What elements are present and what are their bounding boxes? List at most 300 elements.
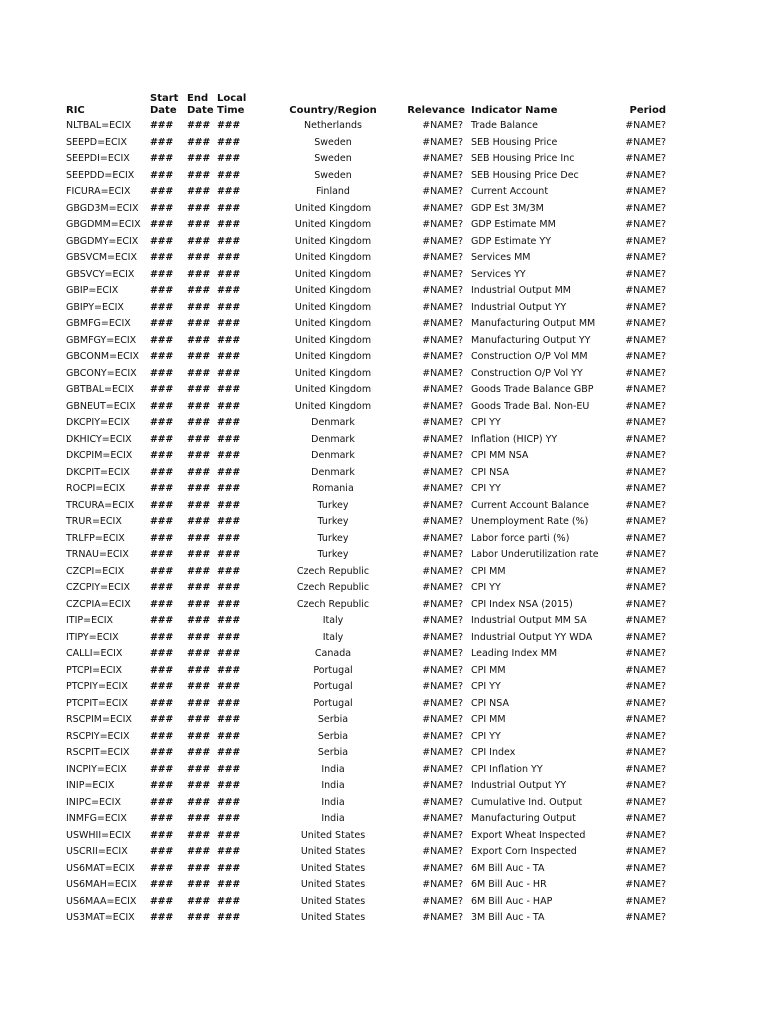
table-row [62, 366, 668, 383]
cell-period: #NAME? [625, 631, 666, 643]
table-row [62, 300, 668, 317]
cell-indicator-name: Services MM [471, 252, 531, 263]
cell-period: #NAME? [625, 565, 666, 577]
cell-indicator-name: Industrial Output MM [471, 285, 571, 296]
cell-period: #NAME? [625, 664, 666, 676]
cell-ric: NLTBAL=ECIX [66, 120, 132, 131]
header-local-time [215, 91, 259, 118]
indicator-table [62, 91, 668, 927]
cell-ric: INCPIY=ECIX [66, 763, 127, 775]
cell-country: Portugal [313, 697, 353, 709]
cell-local-time: ### [217, 252, 240, 263]
cell-indicator-name: Goods Trade Balance GBP [471, 384, 594, 395]
cell-start-date: ### [150, 136, 173, 148]
cell-local-time: ### [217, 318, 240, 329]
cell-start-date: ### [150, 829, 173, 841]
cell-relevance: #NAME? [422, 813, 463, 824]
cell-relevance: #NAME? [422, 417, 463, 428]
cell-relevance: #NAME? [422, 400, 463, 412]
cell-start-date: ### [150, 235, 173, 247]
table-row [62, 217, 668, 234]
cell-ric: CALLI=ECIX [66, 648, 123, 659]
cell-indicator-name: GDP Est 3M/3M [471, 202, 544, 214]
cell-local-time: ### [217, 334, 240, 346]
cell-local-time: ### [217, 648, 240, 659]
cell-end-date: ### [187, 400, 210, 412]
cell-indicator-name: Leading Index MM [471, 648, 558, 659]
cell-end-date: ### [187, 615, 210, 626]
cell-country: United Kingdom [294, 351, 372, 362]
cell-period: #NAME? [625, 466, 666, 478]
table-row [62, 894, 668, 911]
cell-end-date: ### [187, 582, 210, 593]
table-row [62, 778, 668, 795]
cell-start-date: ### [150, 813, 173, 824]
cell-end-date: ### [187, 664, 210, 676]
cell-relevance: #NAME? [422, 235, 463, 247]
cell-end-date: ### [187, 763, 210, 775]
header-period-label: Period [629, 105, 666, 116]
cell-ric: DKCPIT=ECIX [66, 466, 130, 478]
cell-period: #NAME? [625, 813, 666, 824]
header-indicator-label: Indicator Name [471, 105, 558, 116]
table-row [62, 646, 668, 663]
cell-indicator-name: CPI MM [471, 714, 506, 725]
cell-local-time: ### [217, 235, 240, 247]
cell-indicator-name: Services YY [471, 268, 526, 280]
cell-relevance: #NAME? [422, 895, 463, 907]
table-row [62, 910, 668, 927]
cell-relevance: #NAME? [422, 631, 463, 643]
cell-ric: RSCPIM=ECIX [66, 714, 132, 725]
cell-indicator-name: CPI MM [471, 664, 506, 676]
cell-country: United Kingdom [294, 235, 372, 247]
cell-relevance: #NAME? [422, 516, 463, 527]
cell-local-time: ### [217, 813, 240, 824]
cell-country: Finland [316, 186, 350, 197]
cell-country: Portugal [313, 681, 353, 692]
cell-start-date: ### [150, 582, 173, 593]
cell-period: #NAME? [625, 780, 666, 791]
cell-country: Sweden [314, 169, 352, 181]
cell-local-time: ### [217, 384, 240, 395]
cell-local-time: ### [217, 400, 240, 412]
cell-country: United Kingdom [294, 334, 372, 346]
cell-ric: USWHII=ECIX [66, 829, 132, 841]
cell-end-date: ### [187, 351, 210, 362]
cell-end-date: ### [187, 862, 210, 874]
cell-indicator-name: CPI Index NSA (2015) [471, 598, 573, 610]
cell-ric: USCRII=ECIX [66, 846, 128, 857]
cell-local-time: ### [217, 466, 240, 478]
cell-local-time: ### [217, 747, 240, 758]
cell-relevance: #NAME? [422, 796, 463, 808]
table-row [62, 580, 668, 597]
cell-country: Serbia [317, 714, 349, 725]
cell-indicator-name: CPI YY [471, 417, 501, 428]
cell-country: Turkey [317, 516, 349, 527]
cell-local-time: ### [217, 499, 240, 511]
table-row [62, 234, 668, 251]
cell-start-date: ### [150, 334, 173, 346]
cell-country: Turkey [317, 532, 349, 544]
cell-start-date: ### [150, 862, 173, 874]
cell-local-time: ### [217, 862, 240, 874]
cell-end-date: ### [187, 747, 210, 758]
cell-end-date: ### [187, 450, 210, 461]
table-row [62, 531, 668, 548]
cell-end-date: ### [187, 813, 210, 824]
table-row [62, 564, 668, 581]
cell-start-date: ### [150, 499, 173, 511]
cell-local-time: ### [217, 450, 240, 461]
cell-local-time: ### [217, 796, 240, 808]
header-end-line1: End [187, 93, 209, 104]
cell-relevance: #NAME? [422, 483, 463, 494]
cell-relevance: #NAME? [422, 351, 463, 362]
cell-local-time: ### [217, 219, 240, 230]
cell-indicator-name: CPI MM [471, 565, 506, 577]
cell-end-date: ### [187, 631, 210, 643]
cell-indicator-name: Current Account Balance [471, 499, 589, 511]
cell-start-date: ### [150, 466, 173, 478]
cell-start-date: ### [150, 400, 173, 412]
table-row [62, 547, 668, 564]
cell-ric: TRCURA=ECIX [66, 499, 135, 511]
cell-end-date: ### [187, 879, 210, 890]
cell-ric: ITIPY=ECIX [66, 631, 119, 643]
cell-period: #NAME? [625, 450, 666, 461]
cell-ric: PTCPI=ECIX [66, 664, 123, 676]
cell-indicator-name: GDP Estimate YY [471, 235, 552, 247]
cell-start-date: ### [150, 186, 173, 197]
table-header [62, 91, 668, 118]
cell-country: Czech Republic [296, 598, 370, 610]
table-row [62, 283, 668, 300]
cell-local-time: ### [217, 598, 240, 610]
cell-country: Canada [314, 648, 352, 659]
header-country [259, 91, 405, 118]
cell-ric: GBGD3M=ECIX [66, 202, 139, 214]
table-body [62, 118, 668, 927]
cell-local-time: ### [217, 730, 240, 742]
cell-local-time: ### [217, 565, 240, 577]
cell-period: #NAME? [625, 400, 666, 412]
header-start-line2: Date [150, 105, 177, 116]
cell-end-date: ### [187, 549, 210, 560]
cell-ric: RSCPIY=ECIX [66, 730, 130, 742]
cell-period: #NAME? [625, 285, 666, 296]
cell-start-date: ### [150, 301, 173, 313]
cell-end-date: ### [187, 466, 210, 478]
cell-relevance: #NAME? [422, 747, 463, 758]
cell-country: Sweden [314, 153, 352, 164]
cell-ric: SEEPDD=ECIX [66, 169, 135, 181]
cell-start-date: ### [150, 268, 173, 280]
cell-local-time: ### [217, 879, 240, 890]
table-row [62, 135, 668, 152]
cell-ric: GBCONY=ECIX [66, 367, 137, 379]
cell-local-time: ### [217, 268, 240, 280]
cell-period: #NAME? [625, 829, 666, 841]
cell-start-date: ### [150, 763, 173, 775]
cell-end-date: ### [187, 730, 210, 742]
cell-relevance: #NAME? [422, 318, 463, 329]
cell-relevance: #NAME? [422, 582, 463, 593]
cell-local-time: ### [217, 136, 240, 148]
cell-local-time: ### [217, 483, 240, 494]
cell-end-date: ### [187, 334, 210, 346]
cell-ric: INIP=ECIX [66, 780, 115, 791]
cell-country: Italy [322, 615, 344, 626]
cell-period: #NAME? [625, 136, 666, 148]
table-row [62, 201, 668, 218]
cell-country: Italy [322, 631, 344, 643]
cell-end-date: ### [187, 697, 210, 709]
cell-country: Denmark [311, 433, 355, 445]
cell-ric: TRNAU=ECIX [66, 549, 129, 560]
cell-relevance: #NAME? [422, 730, 463, 742]
cell-start-date: ### [150, 169, 173, 181]
cell-start-date: ### [150, 433, 173, 445]
header-local-line1: Local [217, 93, 247, 104]
cell-end-date: ### [187, 120, 210, 131]
cell-relevance: #NAME? [422, 615, 463, 626]
cell-start-date: ### [150, 549, 173, 560]
header-end-date [185, 91, 215, 118]
cell-indicator-name: Construction O/P Vol YY [471, 367, 583, 379]
cell-local-time: ### [217, 664, 240, 676]
cell-period: #NAME? [625, 252, 666, 263]
cell-indicator-name: Manufacturing Output MM [471, 318, 596, 329]
cell-country: United Kingdom [294, 400, 372, 412]
cell-period: #NAME? [625, 417, 666, 428]
cell-ric: US6MAA=ECIX [66, 895, 137, 907]
cell-start-date: ### [150, 648, 173, 659]
cell-local-time: ### [217, 780, 240, 791]
cell-relevance: #NAME? [422, 433, 463, 445]
cell-country: Denmark [311, 466, 355, 478]
cell-end-date: ### [187, 136, 210, 148]
cell-start-date: ### [150, 417, 173, 428]
table-row [62, 151, 668, 168]
cell-indicator-name: Current Account [471, 186, 549, 197]
cell-local-time: ### [217, 301, 240, 313]
cell-end-date: ### [187, 252, 210, 263]
table-row [62, 432, 668, 449]
cell-period: #NAME? [625, 169, 666, 181]
cell-start-date: ### [150, 714, 173, 725]
cell-relevance: #NAME? [422, 252, 463, 263]
cell-country: Czech Republic [296, 582, 370, 593]
cell-local-time: ### [217, 367, 240, 379]
table-row [62, 630, 668, 647]
cell-start-date: ### [150, 846, 173, 857]
cell-ric: GBSVCY=ECIX [66, 268, 135, 280]
cell-period: #NAME? [625, 384, 666, 395]
cell-end-date: ### [187, 912, 210, 923]
cell-indicator-name: CPI YY [471, 483, 501, 494]
cell-ric: INMFG=ECIX [66, 813, 127, 824]
cell-end-date: ### [187, 219, 210, 230]
cell-period: #NAME? [625, 714, 666, 725]
cell-country: United Kingdom [294, 219, 372, 230]
cell-country: Czech Republic [296, 565, 370, 577]
cell-indicator-name: 3M Bill Auc - TA [471, 912, 545, 923]
cell-ric: GBSVCM=ECIX [66, 252, 137, 263]
cell-local-time: ### [217, 549, 240, 560]
cell-end-date: ### [187, 202, 210, 214]
cell-local-time: ### [217, 846, 240, 857]
cell-end-date: ### [187, 895, 210, 907]
cell-start-date: ### [150, 483, 173, 494]
cell-start-date: ### [150, 697, 173, 709]
cell-end-date: ### [187, 367, 210, 379]
cell-local-time: ### [217, 186, 240, 197]
table-row [62, 679, 668, 696]
cell-start-date: ### [150, 516, 173, 527]
cell-local-time: ### [217, 697, 240, 709]
table-row [62, 415, 668, 432]
table-row [62, 481, 668, 498]
header-start-line1: Start [150, 93, 179, 104]
cell-local-time: ### [217, 516, 240, 527]
cell-ric: GBIPY=ECIX [66, 301, 124, 313]
cell-relevance: #NAME? [422, 301, 463, 313]
cell-start-date: ### [150, 681, 173, 692]
cell-start-date: ### [150, 730, 173, 742]
cell-relevance: #NAME? [422, 648, 463, 659]
header-relevance-label: Relevance [407, 105, 465, 116]
cell-country: United Kingdom [294, 301, 372, 313]
cell-country: Turkey [317, 549, 349, 560]
cell-ric: DKCPIY=ECIX [66, 417, 130, 428]
header-local-line2: Time [217, 105, 245, 116]
cell-period: #NAME? [625, 763, 666, 775]
cell-period: #NAME? [625, 747, 666, 758]
header-country-label: Country/Region [289, 105, 377, 116]
cell-country: United Kingdom [294, 367, 372, 379]
cell-relevance: #NAME? [422, 186, 463, 197]
cell-start-date: ### [150, 318, 173, 329]
table-row [62, 399, 668, 416]
cell-country: United Kingdom [294, 252, 372, 263]
cell-indicator-name: Industrial Output YY [471, 301, 567, 313]
cell-period: #NAME? [625, 648, 666, 659]
table-row [62, 448, 668, 465]
cell-local-time: ### [217, 681, 240, 692]
cell-relevance: #NAME? [422, 268, 463, 280]
cell-relevance: #NAME? [422, 334, 463, 346]
cell-start-date: ### [150, 367, 173, 379]
cell-period: #NAME? [625, 351, 666, 362]
cell-country: United States [300, 912, 366, 923]
cell-indicator-name: CPI NSA [471, 697, 509, 709]
cell-end-date: ### [187, 433, 210, 445]
header-ric [62, 91, 148, 118]
cell-period: #NAME? [625, 598, 666, 610]
cell-country: United States [300, 846, 366, 857]
cell-period: #NAME? [625, 912, 666, 923]
cell-start-date: ### [150, 153, 173, 164]
cell-indicator-name: Trade Balance [471, 120, 538, 131]
table-row [62, 184, 668, 201]
cell-start-date: ### [150, 747, 173, 758]
cell-period: #NAME? [625, 532, 666, 544]
cell-ric: TRLFP=ECIX [66, 532, 125, 544]
cell-ric: ITIP=ECIX [66, 615, 114, 626]
cell-indicator-name: SEB Housing Price Inc [471, 153, 575, 164]
table-row [62, 514, 668, 531]
cell-start-date: ### [150, 565, 173, 577]
cell-period: #NAME? [625, 516, 666, 527]
table-row [62, 811, 668, 828]
cell-relevance: #NAME? [422, 120, 463, 131]
table-row [62, 168, 668, 185]
cell-local-time: ### [217, 417, 240, 428]
cell-indicator-name: Construction O/P Vol MM [471, 351, 588, 362]
cell-ric: SEEPD=ECIX [66, 136, 127, 148]
cell-ric: CZCPIY=ECIX [66, 582, 131, 593]
cell-relevance: #NAME? [422, 829, 463, 841]
cell-relevance: #NAME? [422, 169, 463, 181]
cell-country: Netherlands [304, 120, 362, 131]
table-row [62, 663, 668, 680]
cell-start-date: ### [150, 879, 173, 890]
cell-local-time: ### [217, 912, 240, 923]
cell-ric: US3MAT=ECIX [66, 912, 135, 923]
cell-ric: PTCPIT=ECIX [66, 697, 128, 709]
header-relevance [405, 91, 465, 118]
cell-country: Romania [312, 483, 354, 494]
cell-indicator-name: Cumulative Ind. Output [471, 796, 583, 808]
cell-period: #NAME? [625, 334, 666, 346]
table-row [62, 349, 668, 366]
cell-period: #NAME? [625, 681, 666, 692]
table-row [62, 333, 668, 350]
cell-indicator-name: Labor Underutilization rate [471, 549, 599, 560]
cell-local-time: ### [217, 714, 240, 725]
cell-relevance: #NAME? [422, 565, 463, 577]
cell-end-date: ### [187, 846, 210, 857]
cell-start-date: ### [150, 895, 173, 907]
cell-local-time: ### [217, 153, 240, 164]
cell-relevance: #NAME? [422, 912, 463, 923]
cell-ric: DKCPIM=ECIX [66, 450, 133, 461]
table-row [62, 729, 668, 746]
cell-period: #NAME? [625, 235, 666, 247]
cell-period: #NAME? [625, 582, 666, 593]
cell-indicator-name: CPI YY [471, 681, 501, 692]
cell-period: #NAME? [625, 367, 666, 379]
cell-indicator-name: Industrial Output YY [471, 780, 567, 791]
cell-end-date: ### [187, 301, 210, 313]
cell-country: United Kingdom [294, 384, 372, 395]
cell-indicator-name: Labor force parti (%) [471, 532, 570, 544]
cell-ric: GBMFGY=ECIX [66, 334, 137, 346]
cell-indicator-name: Industrial Output YY WDA [471, 631, 593, 643]
cell-country: Denmark [311, 450, 355, 461]
cell-indicator-name: CPI Index [471, 747, 516, 758]
cell-relevance: #NAME? [422, 136, 463, 148]
cell-start-date: ### [150, 796, 173, 808]
cell-relevance: #NAME? [422, 549, 463, 560]
cell-indicator-name: 6M Bill Auc - HAP [471, 895, 553, 907]
cell-period: #NAME? [625, 301, 666, 313]
cell-period: #NAME? [625, 483, 666, 494]
cell-country: India [321, 780, 345, 791]
cell-period: #NAME? [625, 219, 666, 230]
